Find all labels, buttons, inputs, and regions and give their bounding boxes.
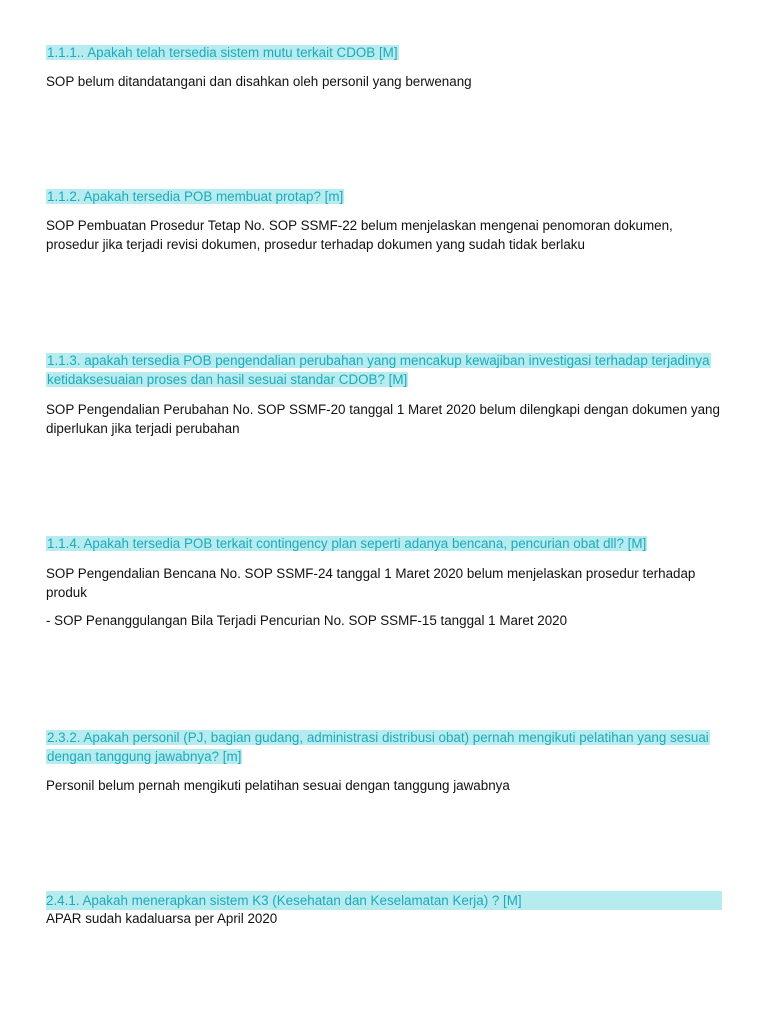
question-text: 1.1.3. apakah tersedia POB pengendalian perubahan yang mencakup kewajiban investigasi terhadap terjadinya ketidaksesuaian proses dan hasil sesuai standar CDOB? [M]: [47, 353, 710, 387]
question-text: 2.4.1. Apakah menerapkan sistem K3 (Kesehatan dan Keselamatan Kerja) ? [M]: [46, 893, 522, 908]
question-heading: [46, 534, 726, 553]
answer-text: Personil belum pernah mengikuti pelatihan sesuai dengan tanggung jawabnya: [46, 778, 510, 793]
answer-text: APAR sudah kadaluarsa per April 2020: [46, 911, 278, 926]
question-text: 2.3.2. Apakah personil (PJ, bagian gudang, administrasi distribusi obat) pernah mengikuti pelatihan yang sesuai dengan tanggung jawabnya? [m]: [47, 730, 709, 764]
question-heading: [46, 43, 726, 62]
answer-text: - SOP Penanggulangan Bila Terjadi Pencurian No. SOP SSMF-15 tanggal 1 Maret 2020: [46, 613, 568, 628]
question-heading: [46, 891, 722, 910]
question-text: 1.1.1.. Apakah telah tersedia sistem mutu terkait CDOB [M]: [47, 45, 398, 60]
question-heading: [46, 187, 726, 206]
question-heading: [46, 351, 726, 389]
answer-text: SOP Pengendalian Bencana No. SOP SSMF-24 tanggal 1 Maret 2020 belum menjelaskan prosedur terhadap produk: [46, 566, 696, 600]
answer-text: SOP belum ditandatangani dan disahkan oleh personil yang berwenang: [46, 74, 472, 89]
answer-text: SOP Pembuatan Prosedur Tetap No. SOP SSMF-22 belum menjelaskan mengenai penomoran dokumen, prosedur jika terjadi revisi dokumen, prosedur terhadap dokumen yang sudah tidak berlaku: [46, 218, 673, 252]
question-heading: [46, 728, 726, 766]
answer-text: SOP Pengendalian Perubahan No. SOP SSMF-20 tanggal 1 Maret 2020 belum dilengkapi dengan dokumen yang diperlukan jika terjadi perubahan: [46, 402, 720, 436]
question-text: 1.1.4. Apakah tersedia POB terkait contingency plan seperti adanya bencana, pencurian obat dll? [M]: [47, 536, 647, 551]
question-text: 1.1.2. Apakah tersedia POB membuat protap? [m]: [47, 189, 344, 204]
